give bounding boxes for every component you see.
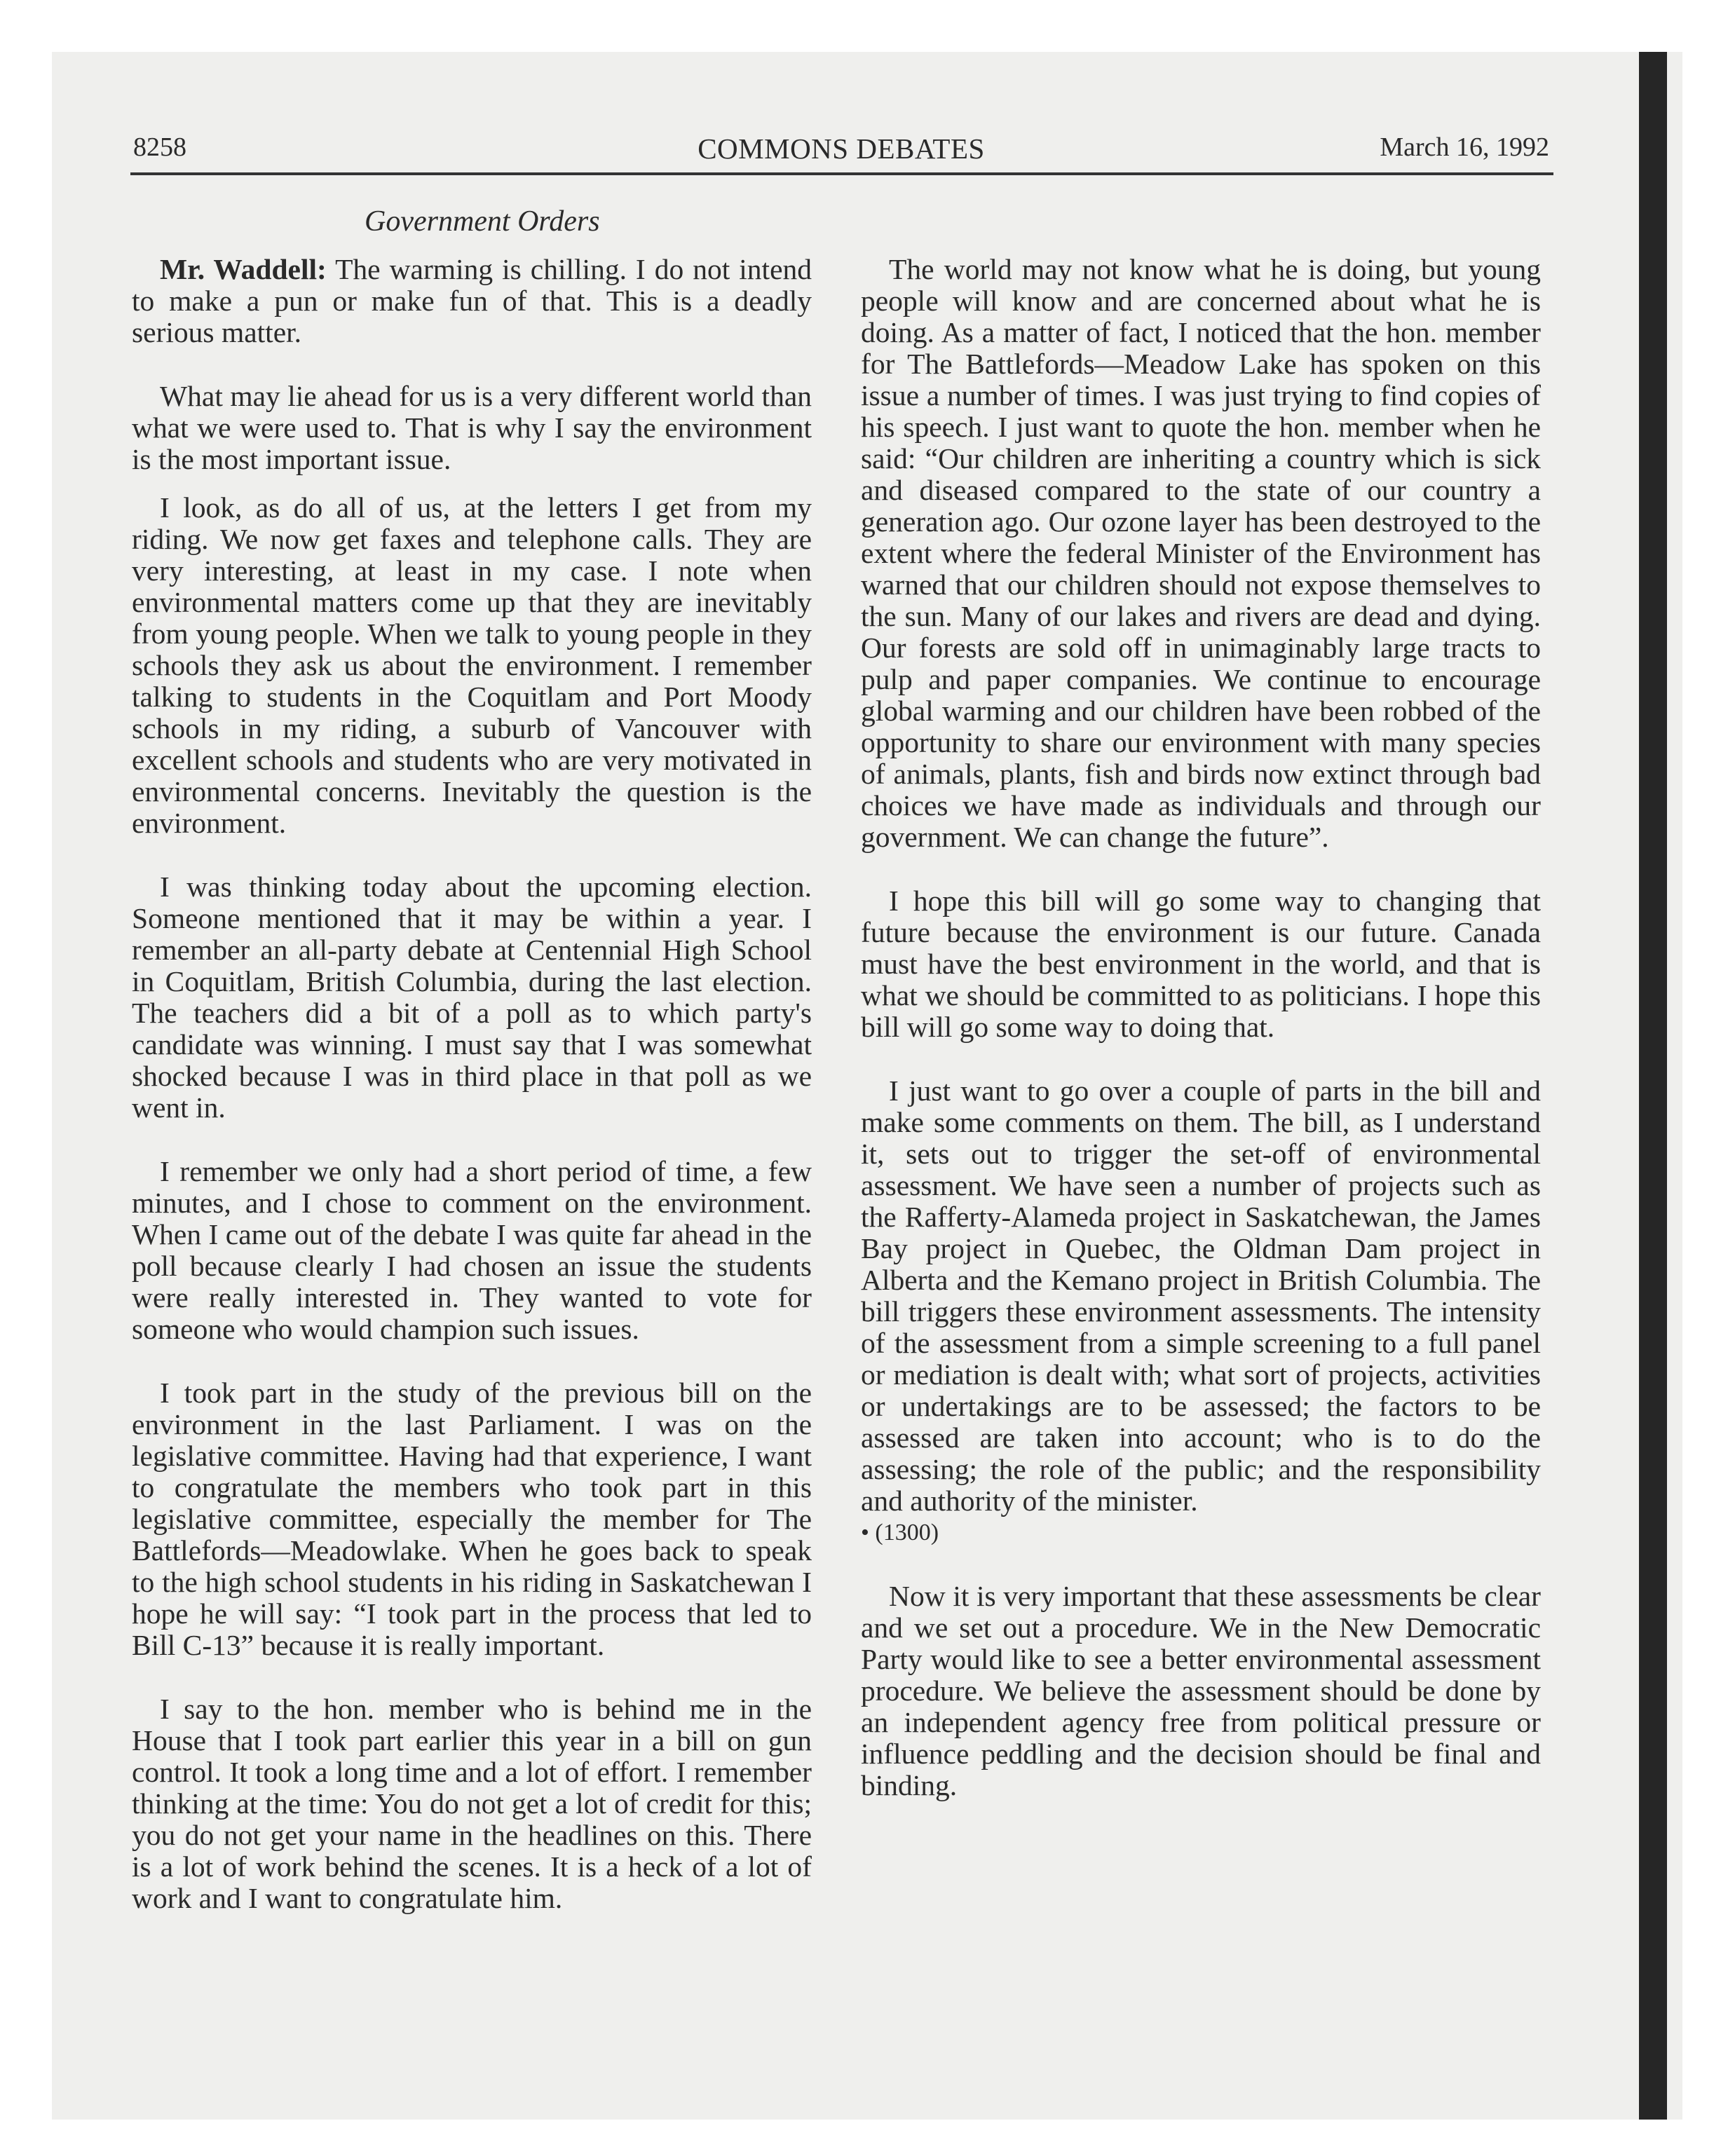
speech-paragraph: I took part in the study of the previous bill on the environment in the last Parliament. I was on the legislative committee. Having had that experience, I want to congratulate the members who took part in this legislative committee, especially the member for The Battlefords—Meadowlake. When he goes back to speak to the high school students in his riding in Saskatchewan I hope he will say: “I took part in the process that led to Bill C-13” because it is really important. (132, 1377, 812, 1661)
page-number: 8258 (133, 132, 186, 162)
speech-paragraph: I was thinking today about the upcoming election. Someone mentioned that it may be within a year. I remember an all-party debate at Centennial High School in Coquitlam, British Columbia, during the last election. The teachers did a bit of a poll as to which party's candidate was winning. I must say that I was somewhat shocked because I was in third place in that poll as we went in. (132, 871, 812, 1124)
page-header (133, 132, 1549, 168)
speech-paragraph (132, 254, 812, 348)
speech-paragraph: I remember we only had a short period of time, a few minutes, and I chose to comment on the environment. When I came out of the debate I was quite far ahead in the poll because clearly I had chosen an issue the students were really interested in. They wanted to vote for someone who would champion such issues. (132, 1155, 812, 1345)
journal-title: COMMONS DEBATES (698, 132, 985, 165)
speech-paragraph: The world may not know what he is doing, but young people will know and are concerned about what he is doing. As a matter of fact, I noticed that the hon. member for The Battlefords—Meadow Lake has spoken on this issue a number of times. I was just trying to find copies of his speech. I just want to quote the hon. member when he said: “Our children are inheriting a country which is sick and diseased compared to the state of our country a generation ago. Our ozone layer has been destroyed to the extent where the federal Minister of the Environment has warned that our children should not expose themselves to the sun. Many of our lakes and rivers are dead and dying. Our forests are sold off in unimaginably large tracts to pulp and paper companies. We continue to encourage global warming and our children have been robbed of the opportunity to share our environment with many species of animals, plants, fish and birds now extinct through bad choices we have made as individuals and through our government. We can change the future”. (861, 253, 1541, 853)
speech-text: The warming is chilling. I do not intend to make a pun or make fun of that. This is a deadly serious matter. (132, 253, 812, 348)
speech-paragraph: I look, as do all of us, at the letters I get from my riding. We now get faxes and telephone calls. They are very interesting, at least in my case. I note when environmental matters come up that they are inevitably from young people. When we talk to young people in they schools they ask us about the environment. I remember talking to students in the Coquitlam and Port Moody schools in my riding, a suburb of Vancouver with excellent schools and students who are very motivated in environmental concerns. Inevitably the question is the environment. (132, 491, 812, 839)
header-date: March 16, 1992 (1380, 132, 1549, 162)
speaker-name: Mr. Waddell: (160, 253, 327, 285)
left-column (132, 254, 812, 1914)
speech-paragraph: I say to the hon. member who is behind me in the House that I took part earlier this year in a bill on gun control. It took a long time and a lot of effort. I remember thinking at the time: You do not get a lot of credit for this; you do not get your name in the headlines on this. There is a lot of work behind the scenes. It is a heck of a lot of work and I want to congratulate him. (132, 1693, 812, 1914)
header-rule (130, 172, 1553, 175)
speech-paragraph: I just want to go over a couple of parts in the bill and make some comments on them. The bill, as I understand it, sets out to trigger the set-off of environmental assessment. We have seen a number of projects such as the Rafferty-Alameda project in Saskatchewan, the James Bay project in Quebec, the Oldman Dam project in Alberta and the Kemano project in British Columbia. The bill triggers these environment assessments. The intensity of the assessment from a simple screening to a full panel or mediation is dealt with; what sort of projects, activities or undertakings are to be assessed; the factors to be assessed are taken into account; who is to do the assessing; the role of the public; and the responsibility and authority of the minister. (861, 1074, 1541, 1517)
speech-paragraph: Now it is very important that these assessments be clear and we set out a procedure. We in the New Democratic Party would like to see a better environmental assessment procedure. We believe the assessment should be done by an independent agency free from political pressure or influence peddling and the decision should be final and binding. (861, 1580, 1541, 1801)
speech-paragraph: I hope this bill will go some way to changing that future because the environment is our future. Canada must have the best environment in the world, and that is what we should be committed to as politicians. I hope this bill will go some way to doing that. (861, 885, 1541, 1043)
section-heading: Government Orders (365, 205, 600, 238)
time-marker: • (1300) (861, 1520, 939, 1546)
scan-edge-shadow (1639, 52, 1667, 2120)
right-column (861, 254, 1541, 1801)
speech-paragraph: What may lie ahead for us is a very different world than what we were used to. That is why I say the environment is the most important issue. (132, 380, 812, 475)
